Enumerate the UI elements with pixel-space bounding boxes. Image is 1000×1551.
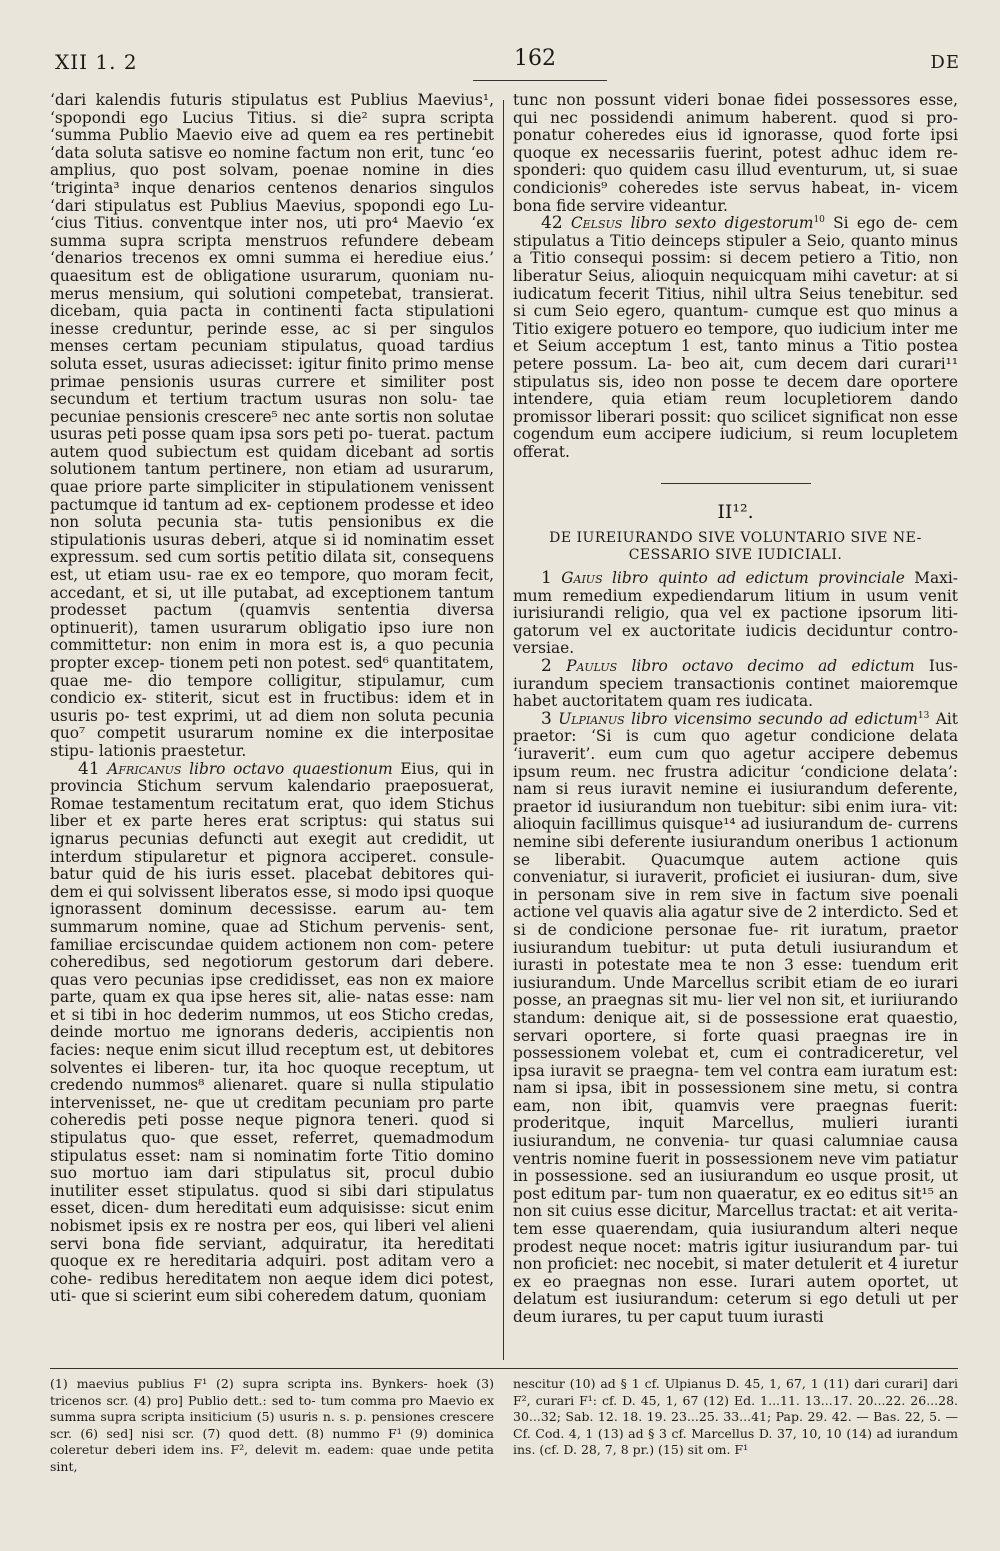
fragment-number: 2 <box>541 656 552 677</box>
inscription: libro octavo decimo ad edictum <box>631 657 915 676</box>
fragment-number: 3 <box>541 708 552 729</box>
fragment-text: Eius, qui in provincia Stichum servum kalendario praeposuerat, Romae testamentum recitatum erat, quo idem Stichus liber et ex parte heres erat scriptus: qui status sui ignarus pecunias defuncti aut exegit aut credidit, ut interdum stipularetur et pignora acciperet. consule- batur quid de his iuris esset. placebat debitores qui- dem ei qui solvissent liberatos esse, si modo ipsi quoque ignorassent dominum decessisse. earum au- tem summarum nomine, quae ad Stichum pervenis- sent, familiae erciscundae quidem actionem non com- petere coheredibus, sed negotiorum gestorum dari debere. quas vero pecunias ipse credidisset, eas non ex maiore parte, quam ex qua ipse heres sit, alie- natas esse: nam et si tibi in hoc dederim nummos, ut eos Sticho credas, deinde mortuo me ignorans dederis, accipientis non facies: neque enim sicut illud receptum est, ut debitores solventes ei liberen- tur, ita hoc quoque receptum, ut credendo nummos⁸ alienaret. quare si nulla stipulatio intervenisset, ne- que ut creditam pecuniam pro parte coheredis peti posse neque pignora teneri. quod si stipulatus quo- que esset, referret, quemadmodum stipulatus esset: nam si nominatim forte Titio domino suo mortuo iam dari stipulatus sit, procul dubio inutiliter esset stipulatus. quod si sibi dari stipulatus esset, dicen- dum hereditati eum adquisisse: sicut enim nobismet ipsis ex re nostra per eos, qui liberi vel alieni servi bona fide serviant, adquiratur, ita hereditati quoque ex re hereditaria adquiri. post aditam vero a cohe- redibus hereditatem non aeque idem dici potest, uti- que si scierint eum sibi coheredem datum, quoniam <box>50 759 494 1306</box>
fragment-2 <box>513 658 958 711</box>
paragraph-continuation: tunc non possunt videri bonae fidei possessores esse, qui nec possidendi animum haberent. quod si pro- ponatur coheredes eius id ignorasse, quod forte ipsi quoque ex necessariis fuerint, potest adhuc idem re- sponderi: quo quidem casu illud eventurum, ut, si suae condicionis⁹ coheredes iste servus habeat, in- vicem bona fide servire videantur. <box>513 91 958 215</box>
section-separator <box>661 483 811 484</box>
fragment-number: 41 <box>78 758 100 779</box>
fragment-3 <box>513 708 958 1327</box>
jurist-name: Celsus <box>570 214 623 233</box>
jurist-name: Ulpianus <box>558 709 625 728</box>
paragraph-fragment-40: ‘dari kalendis futuris stipulatus est Publius Maevius¹, ‘spopondi ego Lucius Titius. si die² supra scripta ‘summa Publio Maevio eive ad quem ea res pertinebit ‘data soluta satisve eo nomine factum non erit, tunc ‘eo amplius, quo post solvam, poenae nomine in dies ‘triginta³ inque denarios centenos denarios singulos ‘dari stipulatus est Publius Maevius, spopondi ego Lu- ‘cius Titius. conventque inter nos, uti pro⁴ Maevio ‘ex summa supra scripta menstruos refundere debeam ‘denarios trecenos ex omni summa ei herediue eius.’ quaesitum est de obligatione usurarum, quoniam nu- merus mensium, qui solutioni competebat, transierat. dicebam, quia pacta in continenti facta stipulationi inesse creduntur, perinde esse, ac si per singulos menses certam pecuniam stipulatus, quoad tardius soluta esset, usuras adiecisset: igitur finito primo mense primae pensionis usuras currere et similiter post secundum et tertium tractum usuras non solu- tae pecuniae pensionis crescere⁵ nec ante sortis non solutae usuras peti posse quam ipsa sors peti po- tuerat. pactum autem quod subiectum est quidam dicebant ad sortis solutionem tantum pertinere, non etiam ad usurarum, quae priore parte simpliciter in stipulationem venissent pactumque id tantum ad ex- ceptionem prodesse et ideo non soluta pecunia sta- tutis pensionibus ex die stipulationis usuras deberi, atque si id nominatim esset expressum. sed cum sortis petitio dilata sit, consequens est, ut etiam usu- rae ex eo tempore, quo moram fecit, accedant, et si, ut ille putabat, ad exceptionem tantum prodesset pactum (quamvis sententia diversa optinuerit), tamen usurarum obligatio ipso iure non committetur: non enim in mora est is, a quo pecunia propter excep- tionem peti non potest. sed⁶ quantitatem, quae me- dio tempore colligitur, stipulamur, cum condicio ex- stiterit, sicut est in fructibus: idem et in usuris po- test exprimi, ut ad diem non soluta pecunia quo⁷ competit usurarum nomine ex die interpositae stipu- lationis praestetur. <box>50 91 494 760</box>
inscription: libro sexto digestorum <box>630 214 814 233</box>
jurist-name: Gaius <box>561 569 603 588</box>
inscription: libro octavo quaestionum <box>189 759 393 778</box>
fragment-text: Maxi- mum remedium expediendarum litium in usum venit iurisiurandi religio, qua vel ex pactione ipsorum liti- gatorum vel ex auctoritate iudicis deciduntur contro- versiae. <box>513 569 958 658</box>
fragment-number: 1 <box>541 568 552 589</box>
fragment-text: Si ego de- cem stipulatus a Titio deinceps stipuler a Seio, quanto minus a Titio consequi possim: si decem petiero a Titio, non liberatur Seius, alioquin nequicquam mihi cavetur: at si iudicatum fecerit Titius, nihil ultra Seius tenebitur. sed si cum Seio egero, quantum- cumque est quo minus a Titio exigere potuero eo tempore, quo iudicium inter me et Seium acceptum 1 est, tanto minus a Titio postea petere possum. La- beo ait, cum decem dari curari¹¹ stipulatus sis, ideo non posse te decem dare oportere intendere, quia etiam reum locupletiorem dando promissor liberari possit: quo scilicet significat non esse cogendum eum accipere iudicium, si reum locupletem offerat. <box>513 214 958 461</box>
title-heading: DE IUREIURANDO SIVE VOLUNTARIO SIVE NE- CESSARIO SIVE IUDICIALI. <box>549 530 922 564</box>
fragment-42 <box>513 215 958 461</box>
fragment-text: Ius- iurandum speciem transactionis continet maioremque habet auctoritatem quam res iudicata. <box>513 657 958 711</box>
fragment-1 <box>513 570 958 658</box>
fragment-number: 42 <box>541 213 563 234</box>
fragment-41 <box>50 758 494 1306</box>
jurist-name: Africanus <box>107 759 182 778</box>
jurist-name: Paulus <box>566 657 618 676</box>
footnote-rule <box>50 1368 958 1369</box>
header-rule <box>473 80 607 81</box>
title-number: II¹². <box>717 501 754 524</box>
right-column <box>513 92 958 1327</box>
page-number: 162 <box>514 46 556 71</box>
footnotes-right: nescitur (10) ad § 1 cf. Ulpianus D. 45, 1, 67, 1 (11) dari curari] dari F², curari F¹: cf. D. 45, 1, 67 (12) Ed. 1...11. 13...17. 20...22. 26...28. 30...32; Sab. 12. 18. 19. 23...25. 33...41; Pap. 29. 42. — Bas. 22, 5. — Cf. Cod. 4, 1 (13) ad § 3 cf. Marcellus D. 37, 10, 10 (14) ad iurandum ins. (cf. D. 28, 7, 8 pr.) (15) sit om. F¹ <box>513 1376 958 1457</box>
inscription: libro vicensimo secundo ad edictum <box>631 709 918 728</box>
footnote-marker: 13 <box>917 710 930 721</box>
section-reference: XII 1. 2 <box>55 50 138 74</box>
column-divider <box>503 100 504 1360</box>
inscription: libro quinto ad edictum provinciale <box>612 569 905 588</box>
left-column <box>50 92 494 1306</box>
page-header <box>55 46 960 86</box>
running-title: DE <box>930 52 960 73</box>
fragment-text: Ait praetor: ‘Si is cum quo agetur condicione delata ‘iuraverit’. eum cum quo agetur accipere debemus ipsum reum. nec frustra adicitur ‘condicione delata’: nam si reus iuravit nemine ei iusiurandum deferente, praetor id iusiurandum non tuebitur: sibi enim iura- vit: alioquin facillimus quisque¹⁴ ad iusiurandum de- currens nemine sibi deferente iusiurandum oneribus 1 actionum se liberabit. Quacumque autem actione quis conveniatur, si iuraverit, proficiet ei iusiuran- dum, sive in personam sive in rem sive in factum sive poenali actione vel quavis alia agatur sive de 2 interdicto. Sed et si de condicione personae fue- rit iuratum, praetor iusiurandum tuebitur: ut puta detuli iusiurandum et iurasti in potestate mea te non 3 esse: tuendum erit iusiurandum. Unde Marcellus scribit etiam de eo iurari posse, an praegnas sit mu- lier vel non sit, et iuriiurando standum: denique ait, si de possessione erat quaestio, servari oportere, si forte quasi praegnas ire in possessionem volebat et, cum ei contradiceretur, vel ipsa iuravit se praegna- tem vel contra eam iuratum est: nam si ipsa, ibit in possessionem sine metu, si contra eam, non ibit, quamvis vere praegnas fuerit: proderitque, inquit Marcellus, mulieri iuranti iusiurandum, ne convenia- tur quasi calumniae causa ventris nomine fuerit in possessionem neve vim patiatur in possessione. sed an iusiurandum eo usque prosit, ut post editum par- tum non quaeratur, ex eo editus sit¹⁵ an non sit cuius esse dicitur, Marcellus tractat: et ait verita- tem esse quaerendam, quia iusiurandum alteri neque prodest neque nocet: matris igitur iusiurandum par- tui non proficiet: nec nocebit, si mater detulerit et 4 iuretur ex eo praegnas non esse. Iurari autem oportet, ut delatum est iusiurandum: ceterum si ego detuli ut per deum iurares, tu per caput tuum iurasti <box>513 709 958 1326</box>
footnotes-left: (1) maevius publius F¹ (2) supra scripta ins. Bynkers- hoek (3) tricenos scr. (4) pro] Publio dett.: sed to- tum comma pro Maevio ex summa supra scripta insiticium (5) usuris n. s. p. pensiones crescere scr. (6) sed] nisi scr. (7) quod dett. (8) nummo F¹ (9) dominica coleretur deberi idem ins. F², delevit m. eadem: quae unde petita sint, <box>50 1376 494 1474</box>
footnote-marker: 10 <box>813 215 825 226</box>
